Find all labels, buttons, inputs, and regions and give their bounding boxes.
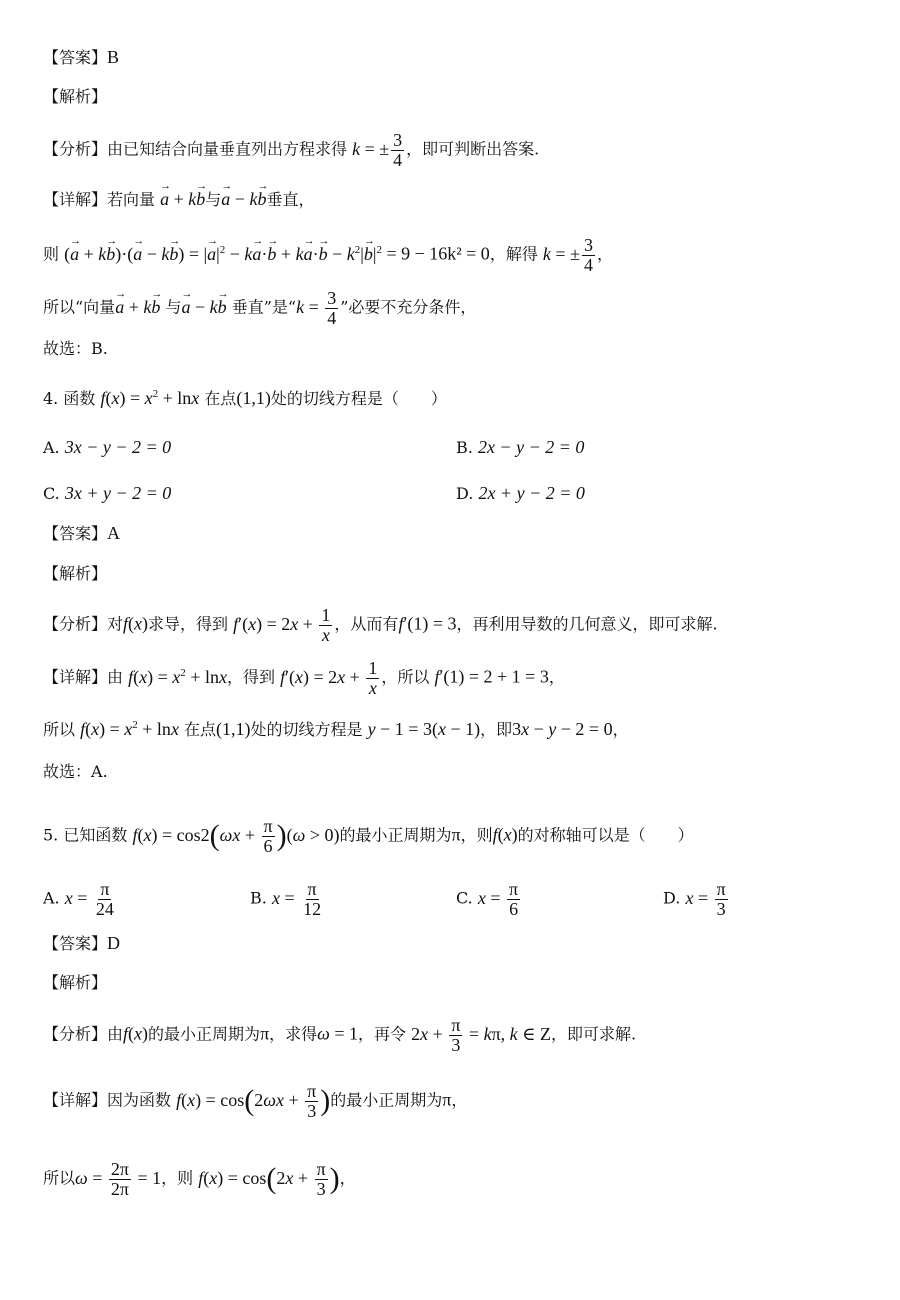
q4-option-a[interactable] — [43, 434, 171, 461]
q5-stem-text-d: 的对称轴可以是（ ） — [517, 825, 694, 845]
brief-label: 【分析】 — [43, 614, 108, 634]
q5-detail-text-a: 因为函数 — [107, 1090, 172, 1110]
q4-derivative: f′(x) = 2x + $\frac{1}{x}$ — [233, 605, 331, 645]
q3-detail-text-c: 垂直， — [266, 190, 315, 209]
q4-brief-line — [43, 606, 718, 645]
q3-brief-text-a: 由已知结合向量垂直列出方程求得 — [107, 139, 348, 159]
q5-final-function: f(x) = cos(2x + $\frac{\pi}{3}$ ) — [198, 1159, 340, 1199]
analysis-label: 【解析】 — [43, 973, 108, 992]
detail-label: 【详解】 — [43, 190, 108, 209]
q5-line2-text-c: ， — [339, 1168, 356, 1188]
q3-brief-math: k = ± $\frac{3}{4}$ — [352, 130, 403, 170]
answer-label: 【答案】 — [43, 48, 108, 67]
q5-option-c-den: 6 — [509, 898, 519, 919]
q3-conclusion-vector-sum: → a + k→ b — [115, 297, 160, 317]
q5-option-a-den: 24 — [95, 898, 114, 919]
q3-line3-text-b: 与 — [165, 297, 182, 317]
q4-stem-text-a: 函数 — [63, 389, 96, 408]
q5-analysis-heading — [43, 970, 107, 996]
q4-chosen: A. — [91, 762, 108, 781]
q4-option-a-letter: A. — [43, 438, 60, 457]
q5-option-d-math: x = $\frac{\pi}{3}$ — [685, 879, 726, 919]
brief-label: 【分析】 — [43, 1024, 108, 1044]
q5-brief-equation: 2x + $\frac{\pi}{3}$ = kπ, k ∈ Z — [411, 1015, 551, 1055]
q4-tangent-equation: y − 1 = 3(x − 1) — [367, 719, 481, 739]
choose-label: 故选： — [43, 339, 92, 358]
q5-option-c[interactable] — [456, 880, 522, 919]
q4-detail-text-a: 由 — [107, 667, 124, 687]
q4-choose-line — [43, 759, 108, 785]
q4-option-d-text: 2x + y − 2 = 0 — [478, 483, 585, 503]
q5-option-b-letter: B. — [250, 888, 267, 908]
q5-option-d[interactable] — [663, 880, 730, 919]
q5-line2-text-a: 所以 — [43, 1168, 76, 1188]
q3-line3-text-d: ”必要不充分条件， — [340, 297, 477, 317]
q5-answer-line — [43, 930, 120, 957]
q5-brief-text-b: 的最小正周期为 — [148, 1024, 261, 1044]
q3-equation-result: = 9 − 16k² = 0 — [386, 243, 490, 264]
q5-omega-line — [43, 1160, 356, 1199]
q3-brief-text-b: ，即可判断出答案. — [406, 139, 540, 159]
q5-brief-text-d: ，再令 — [358, 1024, 407, 1044]
brief-label: 【分析】 — [43, 139, 108, 159]
q5-stem-text-b: 的最小正周期为 — [339, 825, 452, 845]
q5-brief-text-c: ，求得 — [269, 1024, 318, 1044]
q4-detail-value: f′(1) = 2 + 1 = 3 — [434, 666, 549, 687]
q4-option-c-letter: C. — [43, 484, 60, 503]
q4-option-b-text: 2x − y − 2 = 0 — [477, 437, 585, 457]
detail-label: 【详解】 — [43, 667, 108, 687]
q3-line3-text-c: 垂直”是“ — [231, 297, 297, 317]
q3-conclusion-line — [43, 289, 476, 328]
analysis-label: 【解析】 — [43, 564, 108, 583]
q4-tangent-line — [43, 712, 629, 743]
q4-option-c-text: 3x + y − 2 = 0 — [64, 483, 172, 503]
q4-tangent-result: 3x − y − 2 = 0 — [512, 719, 613, 739]
q4-number: 4. — [43, 389, 59, 408]
q5-option-a[interactable] — [43, 880, 118, 919]
q3-vector-diff: → a − k→ b — [221, 189, 266, 209]
q5-function: f(x) = cos2(ωx + $\frac{\pi}{6}$ )(ω > 0) — [132, 816, 340, 856]
q5-brief-period: π — [260, 1023, 270, 1044]
q5-option-a-letter: A. — [43, 888, 60, 908]
q4-stem — [43, 381, 447, 412]
q4-point: (1,1) — [236, 388, 271, 408]
q4-detail-text-b: ，得到 — [226, 667, 275, 687]
q4-brief-text-d: ，再利用导数的几何意义，即可求解. — [456, 614, 718, 634]
q3-equation-line: 则 (→ a + k→ b)·(→ a − k→ b) = |→ $a|^2 - k\to a\cdot\to b + k\to a\cdot\to b - k^2|\to b|^2 = 9 - 16k^2 = 0$，解得 k = ± $\frac{3}{4}$ ， — [43, 236, 613, 275]
answer-label: 【答案】 — [43, 934, 108, 953]
q4-line2-text-c: 处的切线方程是 — [250, 720, 363, 739]
q5-omega-calc: ω = $\frac{2\pi}{2\pi}$ = 1 — [75, 1159, 162, 1199]
q4-function: $f(x) = x^2 + \ln x$ — [100, 388, 200, 408]
q5-option-c-math: x = $\frac{\pi}{6}$ — [477, 879, 519, 919]
q4-detail-derivative: f′(x) = 2x + $\frac{1}{x}$ — [280, 658, 378, 698]
q4-detail-line — [43, 659, 565, 698]
q5-detail-function: f(x) = cos(2ωx + $\frac{\pi}{3}$ ) — [176, 1081, 331, 1121]
q4-answer: A — [107, 523, 121, 543]
q3-k-value: k = ± $\frac{3}{4}$ — [542, 235, 593, 275]
q5-brief-text-a: 由 — [107, 1024, 124, 1044]
q5-detail-text-c: ， — [451, 1090, 468, 1110]
q3-detail-text-a: 若向量 — [107, 190, 156, 209]
q5-brief-omega: ω = 1 — [317, 1023, 359, 1044]
q5-option-a-math: x = $\frac{\pi}{24}$ — [64, 879, 114, 919]
q4-brief-f: f(x) — [123, 613, 149, 634]
q3-conclusion-vector-diff: → a − k→ b — [181, 297, 226, 317]
q3-brief-line — [43, 131, 539, 170]
q4-detail-text-c: ，所以 — [381, 667, 430, 687]
q5-stem-text-a: 已知函数 — [63, 825, 128, 845]
q3-line3-text-a: 所以“向量 — [43, 297, 116, 317]
q5-stem — [43, 817, 694, 856]
q3-chosen: B. — [91, 339, 108, 358]
q4-detail-function: $f(x) = x^2 + \ln x$ — [128, 666, 227, 687]
q4-option-b-letter: B. — [456, 438, 473, 457]
q3-analysis-heading — [43, 84, 107, 110]
q3-answer-line — [43, 44, 119, 71]
q4-option-b[interactable] — [456, 434, 584, 461]
q5-period: π — [451, 824, 461, 845]
q5-line2-text-b: ，则 — [161, 1168, 194, 1188]
q4-line2-point: (1,1) — [216, 719, 251, 739]
q4-stem-text-c: 处的切线方程是（ ） — [270, 389, 447, 408]
q3-conclusion-k: k = $\frac{3}{4}$ — [296, 288, 337, 328]
q4-line2-function: $f(x) = x^2 + \ln x$ — [80, 719, 179, 739]
q4-line2-text-b: 在点 — [184, 720, 217, 739]
q5-detail-line — [43, 1082, 467, 1121]
q5-option-b-math: x = $\frac{\pi}{12}$ — [271, 879, 322, 919]
q4-option-d[interactable] — [456, 480, 585, 507]
q4-option-c[interactable] — [43, 480, 171, 507]
analysis-label: 【解析】 — [43, 87, 108, 106]
q5-option-b[interactable] — [250, 880, 325, 919]
q4-option-a-text: 3x − y − 2 = 0 — [64, 437, 172, 457]
q5-detail-period: π — [442, 1089, 452, 1110]
q5-stem-f: f(x) — [492, 824, 518, 845]
q4-line2-text-e: ， — [612, 720, 629, 739]
q4-detail-text-d: ， — [548, 667, 565, 687]
q4-answer-line — [43, 520, 120, 547]
q3-detail-line — [43, 186, 314, 213]
q4-analysis-heading — [43, 561, 107, 587]
answer-label: 【答案】 — [43, 524, 108, 543]
q3-detail-text-b: 与 — [205, 190, 222, 209]
choose-label: 故选： — [43, 762, 92, 781]
q4-brief-text-c: ，从而有 — [334, 614, 399, 634]
q3-answer: B — [107, 47, 120, 67]
q4-line2-text-a: 所以 — [43, 720, 76, 739]
q3-line2-text-b: ，解得 — [489, 244, 538, 264]
q5-detail-text-b: 的最小正周期为 — [330, 1090, 443, 1110]
q4-line2-text-d: ，即 — [480, 720, 513, 739]
q5-brief-line — [43, 1016, 636, 1055]
q3-choose-line — [43, 336, 108, 362]
q5-option-d-letter: D. — [663, 888, 681, 908]
q3-vector-sum: → a + k→ b — [160, 189, 205, 209]
q5-option-b-den: 12 — [303, 898, 322, 919]
q5-stem-text-c: ，则 — [460, 825, 493, 845]
q3-line2-text-a: 则 — [43, 244, 60, 264]
q4-stem-text-b: 在点 — [204, 389, 237, 408]
q4-brief-text-b: 求导，得到 — [148, 614, 229, 634]
q4-option-d-letter: D. — [456, 484, 474, 503]
q5-answer: D — [107, 933, 121, 953]
q3-dot-product: (→ a + k→ b)·(→ a − k→ b) = |→ $a|^2 - k\to a\cdot\to b + k\to a\cdot\to b - k^2|\to b|^2$ — [64, 244, 386, 264]
q4-brief-text-a: 对 — [107, 614, 124, 634]
q5-brief-text-e: ，即可求解. — [550, 1024, 637, 1044]
q5-number: 5. — [43, 825, 59, 845]
q5-option-c-letter: C. — [456, 888, 473, 908]
q5-brief-f: f(x) — [123, 1023, 149, 1044]
q5-option-d-den: 3 — [716, 898, 726, 919]
detail-label: 【详解】 — [43, 1090, 108, 1110]
q4-derivative-at-1: f′(1) = 3 — [398, 613, 457, 634]
